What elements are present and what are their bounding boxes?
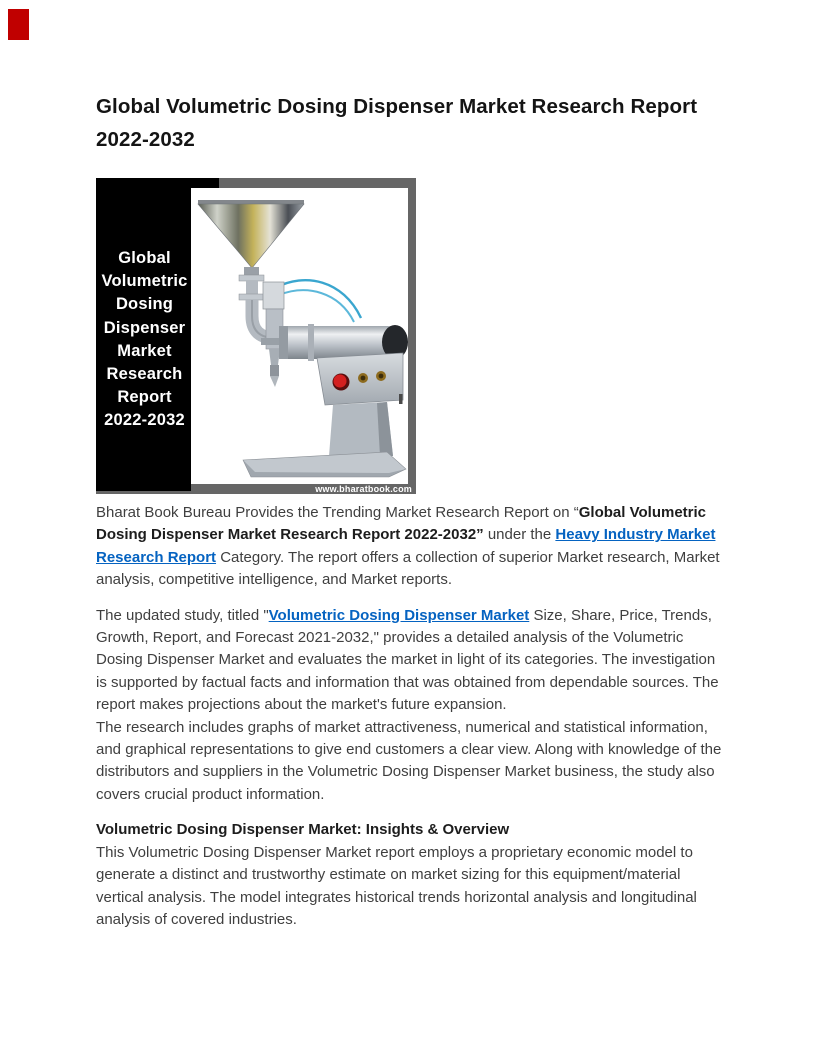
dosing-machine-illustration <box>191 188 408 484</box>
watermark-url: www.bharatbook.com <box>315 484 412 494</box>
cover-title-line: Global <box>118 249 171 267</box>
text-run: The research includes graphs of market attractiveness, numerical and statistical information, and graphical representations to give end customers a clear view. Along with knowledge of the distributors and suppliers in the Volumetric Dosing Dispenser Market business, the study also covers crucial product information. <box>96 718 722 803</box>
paragraph <box>96 819 728 931</box>
cover-title-line: Volumetric <box>101 272 188 291</box>
cover-title-line: 2022-2032 <box>104 411 185 430</box>
cover-title-line: Research <box>106 365 183 384</box>
text-run: Size, Share, Price, Trends, Growth, Report, and Forecast 2021-2032," provides a detailed analysis of the Volumetric Dosing Dispenser Market and evaluates the market in light of its categories. The investigation is supported by factual facts and information that was obtained from dependable sources. The report makes projections about the market's future expansion. <box>96 606 719 714</box>
text-run: This Volumetric Dosing Dispenser Market report employs a proprietary economic model to generate a distinct and trustworthy estimate on market sizing for this equipment/material vertical analysis. The model integrates historical trends horizontal analysis and longitudinal analysis of covered industries. <box>96 843 697 928</box>
text-run: Bharat Book Bureau Provides the Trending Market Research Report on “ <box>96 504 579 521</box>
page-title: Global Volumetric Dosing Dispenser Market Research Report 2022-2032 <box>96 95 698 151</box>
inline-link[interactable]: Volumetric Dosing Dispenser Market <box>268 606 530 624</box>
body-paragraphs <box>96 502 728 931</box>
paragraph <box>96 605 728 717</box>
paragraph <box>96 502 728 592</box>
bold-text-run: Global Volumetric Dosing Dispenser Market Research Report 2022-2032” <box>96 504 707 544</box>
dispenser-photo <box>191 188 408 484</box>
document-content <box>96 0 728 944</box>
cover-title-line: Market <box>117 341 172 360</box>
cover-title-line: Dosing <box>115 295 174 314</box>
cover-title-line: Report <box>117 388 172 407</box>
text-run: The updated study, titled " <box>96 606 269 624</box>
text-run: under the <box>483 526 556 544</box>
text-run: Category. The report offers a collection of superior Market research, Market analysis, competitive intelligence, and Market reports. <box>96 548 720 589</box>
section-heading: Volumetric Dosing Dispenser Market: Insights & Overview <box>96 821 510 839</box>
paragraph <box>96 717 728 807</box>
cover-watermark-bar <box>191 484 416 494</box>
red-corner-mark <box>8 9 29 40</box>
inline-link[interactable]: Heavy Industry Market Research Report <box>96 526 716 566</box>
report-cover-image <box>96 178 416 494</box>
cover-title-lines <box>96 178 193 433</box>
cover-title-line: Dispenser <box>103 318 186 337</box>
